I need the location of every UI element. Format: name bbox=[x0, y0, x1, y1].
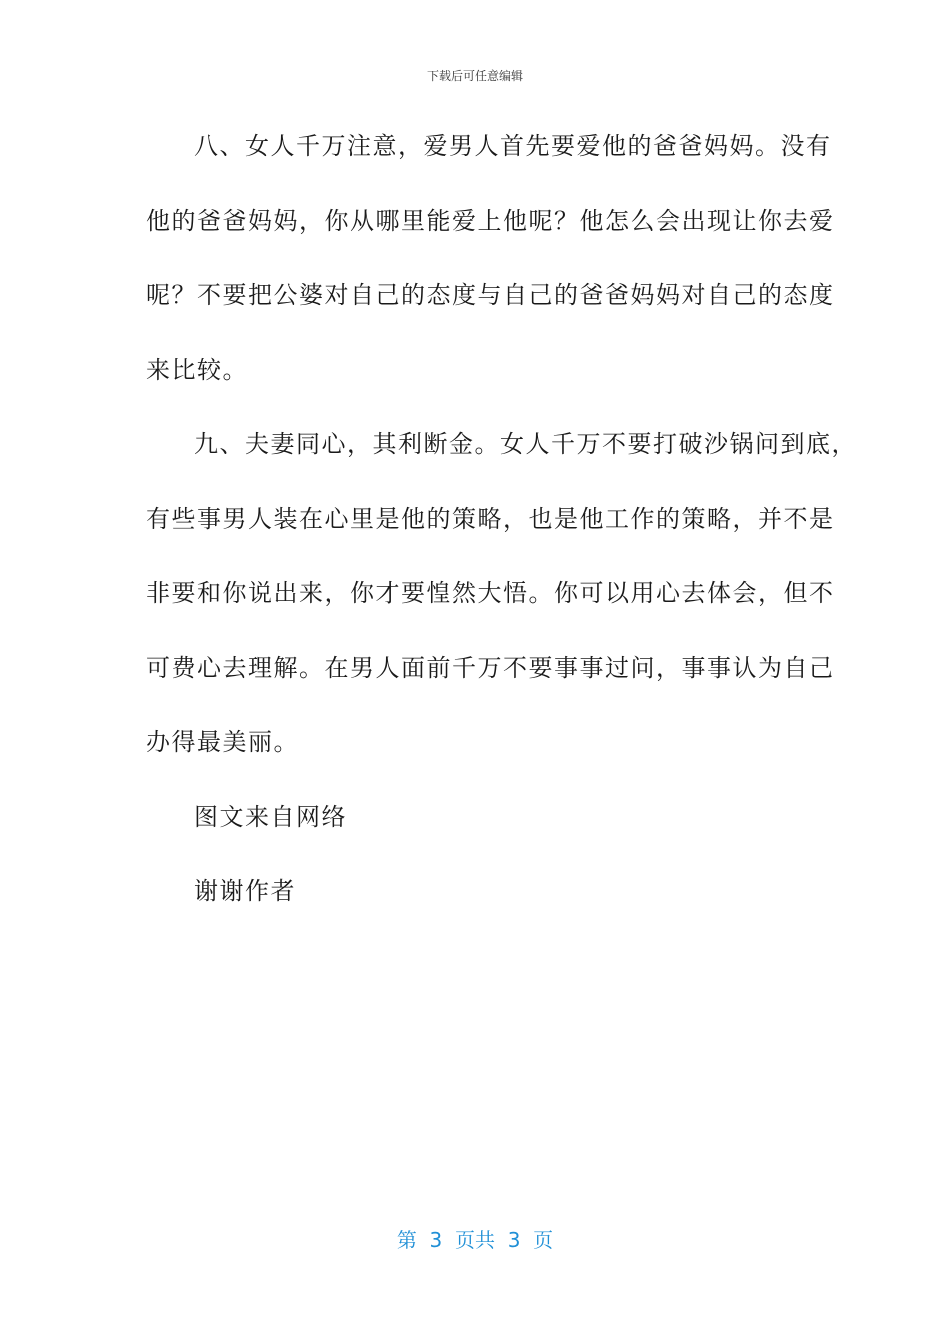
paragraph-line: 九、夫妻同心，其利断金。女人千万不要打破沙锅问到底， bbox=[194, 430, 857, 458]
paragraph-line: 非要和你说出来，你才要惶然大悟。你可以用心去体会，但不 bbox=[146, 579, 835, 607]
page-number-footer: 第 3 页共 3 页 bbox=[396, 1228, 554, 1252]
paragraph-line: 来比较。 bbox=[146, 355, 248, 384]
source-line: 图文来自网络 bbox=[194, 802, 347, 831]
paragraph-line: 他的爸爸妈妈，你从哪里能爱上他呢？他怎么会出现让你去爱 bbox=[146, 206, 835, 235]
paragraph-line: 办得最美丽。 bbox=[146, 728, 299, 756]
thanks-line: 谢谢作者 bbox=[194, 877, 296, 905]
document-body bbox=[146, 120, 857, 940]
header-note: 下载后可任意编辑 bbox=[426, 69, 523, 83]
paragraph-line: 八、女人千万注意，爱男人首先要爱他的爸爸妈妈。没有 bbox=[194, 132, 832, 160]
paragraph-line: 可费心去理解。在男人面前千万不要事事过问，事事认为自己 bbox=[146, 653, 835, 682]
paragraph-line: 呢？不要把公婆对自己的态度与自己的爸爸妈妈对自己的态度 bbox=[146, 281, 835, 309]
paragraph-line: 有些事男人装在心里是他的策略，也是他工作的策略，并不是 bbox=[146, 504, 835, 533]
